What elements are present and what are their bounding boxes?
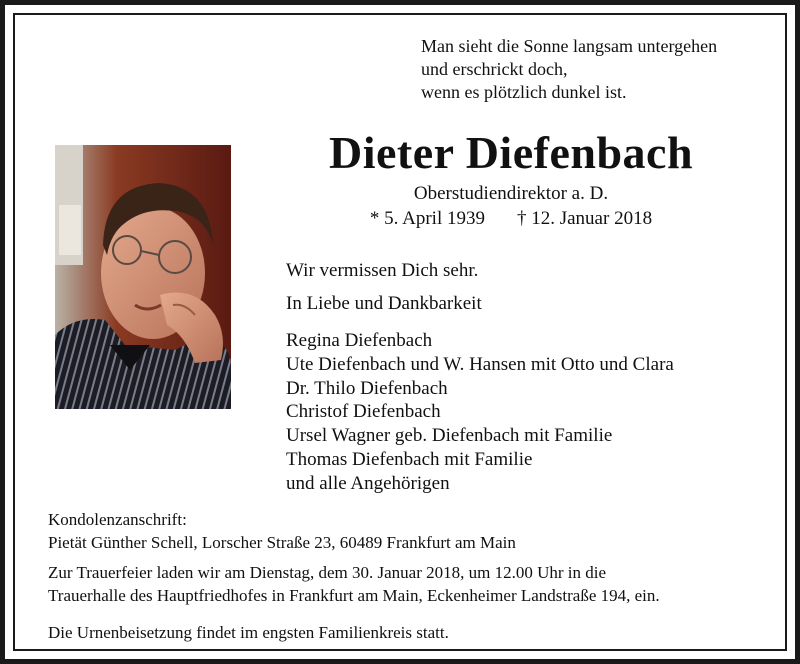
deceased-title: Oberstudiendirektor a. D.	[413, 183, 609, 204]
poem-line: wenn es plötzlich dunkel ist.	[421, 82, 627, 102]
mourner-line: Thomas Diefenbach mit Familie	[286, 448, 533, 470]
deceased-name: Dieter Diefenbach	[328, 127, 694, 178]
life-dates	[285, 207, 737, 231]
mourner-line: und alle Angehörigen	[286, 472, 450, 494]
mourner-line: Dr. Thilo Diefenbach	[286, 377, 448, 399]
mourners-list	[286, 329, 674, 496]
poem-line: Man sieht die Sonne langsam untergehen	[421, 36, 718, 56]
poem-line: und erschrickt doch,	[421, 59, 568, 79]
birth-date: * 5. April 1939	[369, 208, 485, 229]
funeral-text-line-2: Trauerhalle des Hauptfriedhofes in Frankfurt am Main, Eckenheimer Landstraße 194, ein.	[48, 586, 660, 605]
mourner-line: Ursel Wagner geb. Diefenbach mit Familie	[286, 425, 613, 447]
mourner-line: Regina Diefenbach	[286, 330, 433, 351]
portrait-photo	[55, 145, 231, 409]
miss-you-text: Wir vermissen Dich sehr.	[286, 260, 479, 281]
funeral-text-line-1: Zur Trauerfeier laden wir am Dienstag, dem 30. Januar 2018, um 12.00 Uhr in die	[48, 563, 607, 582]
condolence-label: Kondolenzanschrift:	[48, 510, 187, 529]
condolence-address: Pietät Günther Schell, Lorscher Straße 23, 60489 Frankfurt am Main	[48, 533, 516, 552]
mourner-line: Ute Diefenbach und W. Hansen mit Otto und Clara	[286, 353, 674, 375]
death-date: † 12. Januar 2018	[516, 208, 653, 229]
urn-burial-text: Die Urnenbeisetzung findet im engsten Familienkreis statt.	[48, 623, 449, 642]
poem	[421, 35, 717, 104]
love-text: In Liebe und Dankbarkeit	[286, 293, 482, 314]
mourner-line: Christof Diefenbach	[286, 401, 441, 423]
